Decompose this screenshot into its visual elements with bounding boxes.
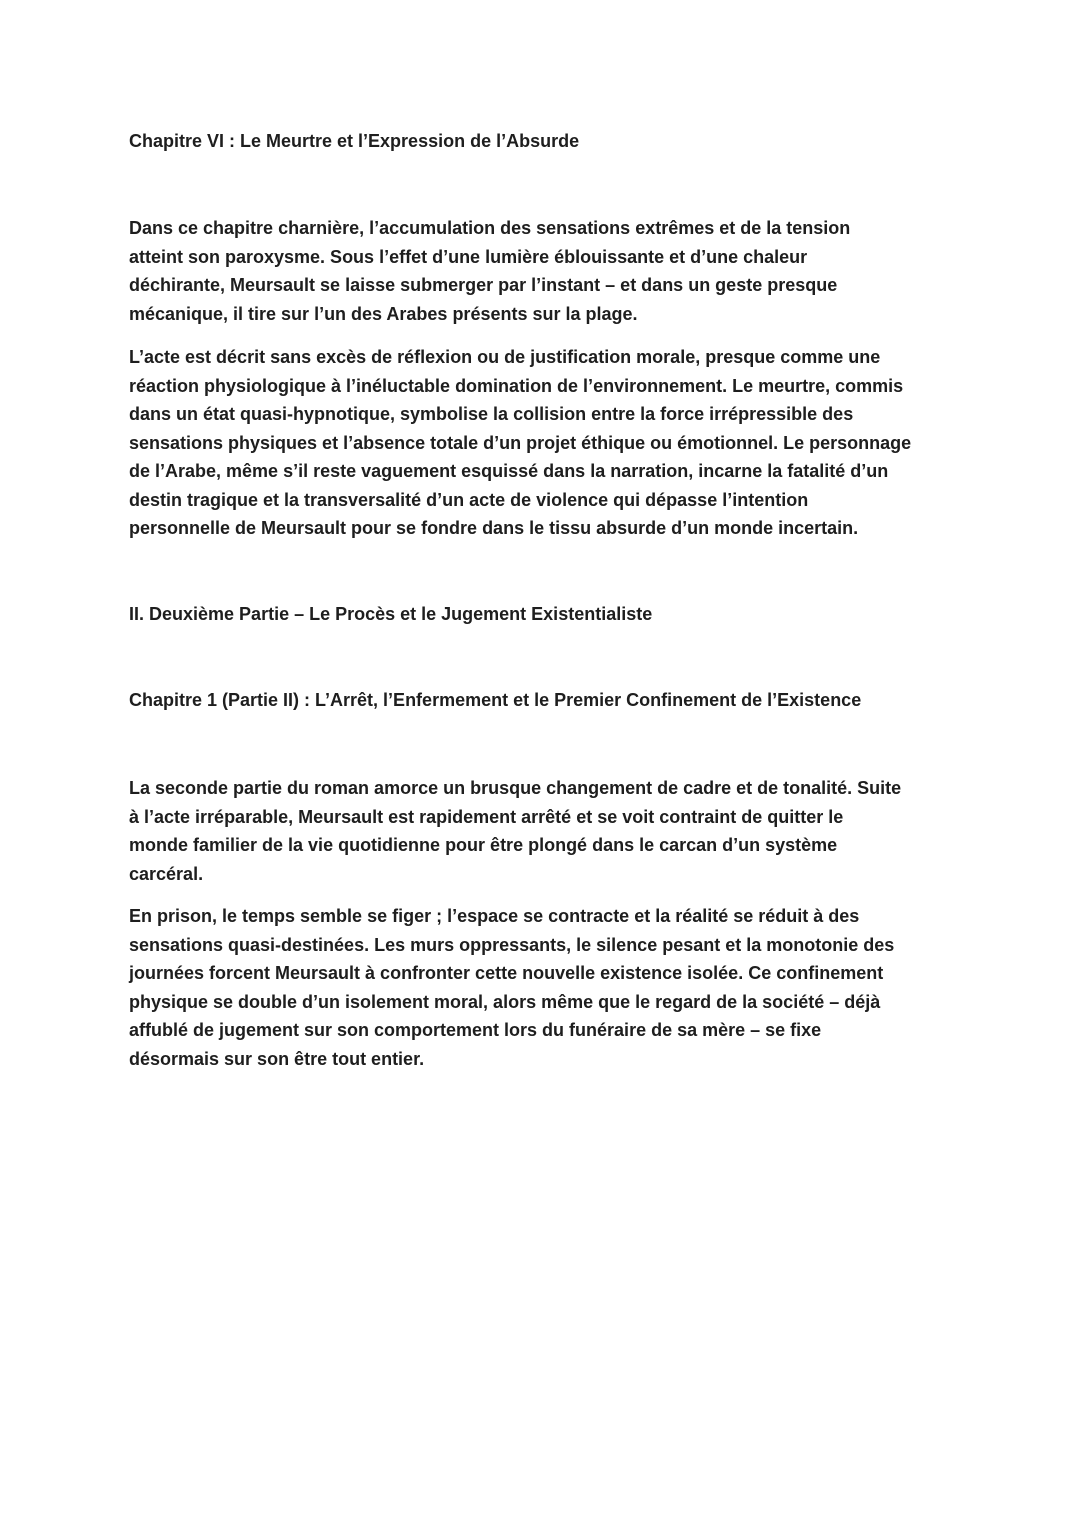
paragraph-prison	[129, 902, 894, 1073]
text-line: mécanique, il tire sur l’un des Arabes présents sur la plage.	[129, 303, 638, 324]
text-line: monde familier de la vie quotidienne pour être plongé dans le carcan d’un système	[129, 835, 838, 855]
text-line: sensations quasi-destinées. Les murs oppressants, le silence pesant et la monotonie des	[129, 934, 895, 955]
text-line: affublé de jugement sur son comportement lors du funéraire de sa mère – se fixe	[129, 1020, 822, 1040]
chapter-1-part-2-heading: Chapitre 1 (Partie II) : L’Arrêt, l’Enfermement et le Premier Confinement de l’Existence	[129, 690, 862, 710]
paragraph-murder-analysis	[129, 343, 911, 543]
text-line: déchirante, Meursault se laisse submerger par l’instant – et dans un geste presque	[129, 275, 838, 295]
text-line: sensations physiques et l’absence totale d’un projet éthique ou émotionnel. Le personnage	[129, 432, 912, 453]
text-line: destin tragique et la transversalité d’un acte de violence qui dépasse l’intention	[129, 489, 809, 510]
text-line: à l’acte irréparable, Meursault est rapidement arrêté et se voit contraint de quitter le	[129, 806, 844, 827]
text-line: personnelle de Meursault pour se fondre dans le tissu absurde d’un monde incertain.	[129, 518, 859, 538]
text-line: réaction physiologique à l’inéluctable domination de l’environnement. Le meurtre, commis	[129, 375, 904, 396]
text-line: Dans ce chapitre charnière, l’accumulation des sensations extrêmes et de la tension	[129, 218, 851, 238]
text-line: dans un état quasi-hypnotique, symbolise la collision entre la force irrépressible des	[129, 404, 854, 424]
text-line: carcéral.	[129, 863, 204, 884]
text-line: En prison, le temps semble se figer ; l’espace se contracte et la réalité se réduit à des	[129, 906, 860, 926]
part-2-heading: II. Deuxième Partie – Le Procès et le Jugement Existentialiste	[129, 604, 653, 624]
text-line: atteint son paroxysme. Sous l’effet d’une lumière éblouissante et d’une chaleur	[129, 246, 808, 267]
chapter-6-heading: Chapitre VI : Le Meurtre et l’Expression de l’Absurde	[129, 131, 580, 151]
text-line: La seconde partie du roman amorce un brusque changement de cadre et de tonalité. Suite	[129, 778, 902, 798]
text-line: journées forcent Meursault à confronter cette nouvelle existence isolée. Ce confinement	[129, 963, 884, 983]
paragraph-murder-intro	[129, 214, 850, 328]
text-line: de l’Arabe, même s’il reste vaguement esquissé dans la narration, incarne la fatalité d’un	[129, 461, 889, 481]
text-line: désormais sur son être tout entier.	[129, 1048, 425, 1069]
paragraph-arrest	[129, 774, 901, 888]
text-line: physique se double d’un isolement moral, alors même que le regard de la société – déjà	[129, 991, 881, 1012]
text-line: L’acte est décrit sans excès de réflexion ou de justification morale, presque comme une	[129, 347, 881, 367]
